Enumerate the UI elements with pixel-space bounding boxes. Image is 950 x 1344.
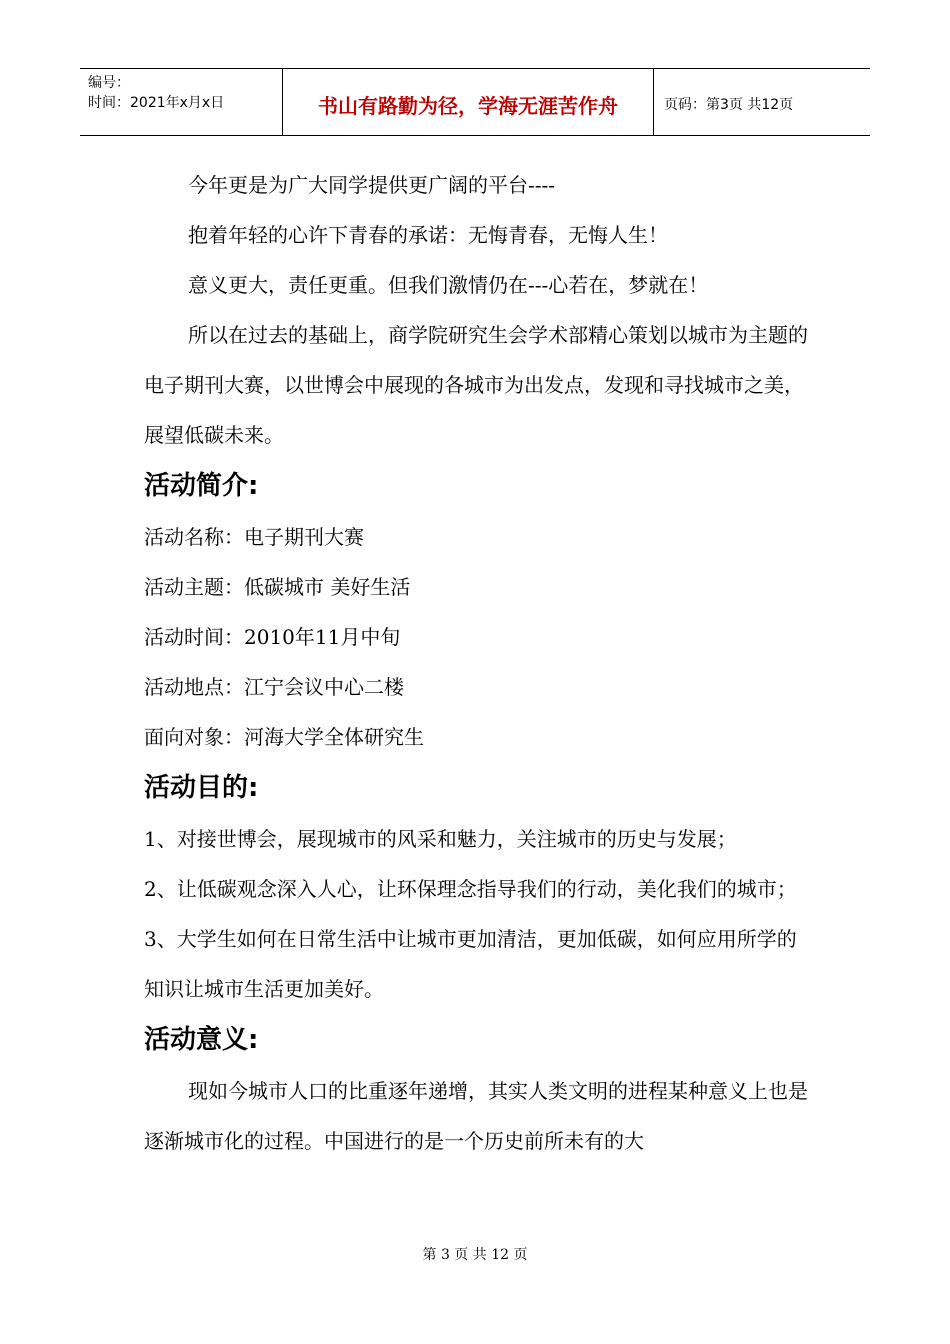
page-footer: 第 3 页 共 12 页: [422, 1247, 528, 1263]
meaning-paragraph: 现如今城市人口的比重逐年递增，其实人类文明的进程某种意义上也是逐渐城市化的过程。中国进行的是一个历史前所未有的大: [144, 1079, 808, 1153]
intro-paragraph: 今年更是为广大同学提供更广阔的平台----: [188, 173, 556, 197]
activity-theme: 活动主题：低碳城市 美好生活: [144, 575, 411, 599]
purpose-item: 1、对接世博会，展现城市的风采和魅力，关注城市的历史与发展；: [144, 827, 737, 851]
time-label: 时间：2021年x月x日: [88, 95, 225, 111]
purpose-item: 3、大学生如何在日常生活中让城市更加清洁，更加低碳，如何应用所学的知识让城市生活更加美好。: [144, 927, 797, 1001]
document-body: [144, 160, 809, 1166]
header-page-info: 页码：第3页 共12页: [664, 97, 794, 113]
intro-paragraph: 意义更大，责任更重。但我们激情仍在---心若在，梦就在！: [188, 273, 709, 297]
intro-paragraph: 抱着年轻的心许下青春的承诺：无悔青春，无悔人生！: [188, 223, 668, 247]
activity-audience: 面向对象：河海大学全体研究生: [144, 725, 424, 749]
activity-name: 活动名称：电子期刊大赛: [144, 525, 364, 549]
activity-location: 活动地点：江宁会议中心二楼: [144, 675, 404, 699]
intro-paragraph: 所以在过去的基础上，商学院研究生会学术部精心策划以城市为主题的电子期刊大赛，以世博会中展现的各城市为出发点，发现和寻找城市之美，展望低碳未来。: [144, 323, 808, 447]
section-heading-meaning: 活动意义:: [144, 1025, 259, 1055]
number-label: 编号：: [88, 75, 130, 91]
section-heading-intro: 活动简介:: [144, 471, 259, 501]
section-heading-purpose: 活动目的:: [144, 773, 259, 803]
activity-time: 活动时间：2010年11月中旬: [144, 625, 401, 649]
purpose-item: 2、让低碳观念深入人心，让环保理念指导我们的行动，美化我们的城市；: [144, 877, 797, 901]
header-meta: [80, 69, 282, 135]
page-header: [80, 68, 870, 136]
header-motto: 书山有路勤为径，学海无涯苦作舟: [282, 69, 654, 135]
